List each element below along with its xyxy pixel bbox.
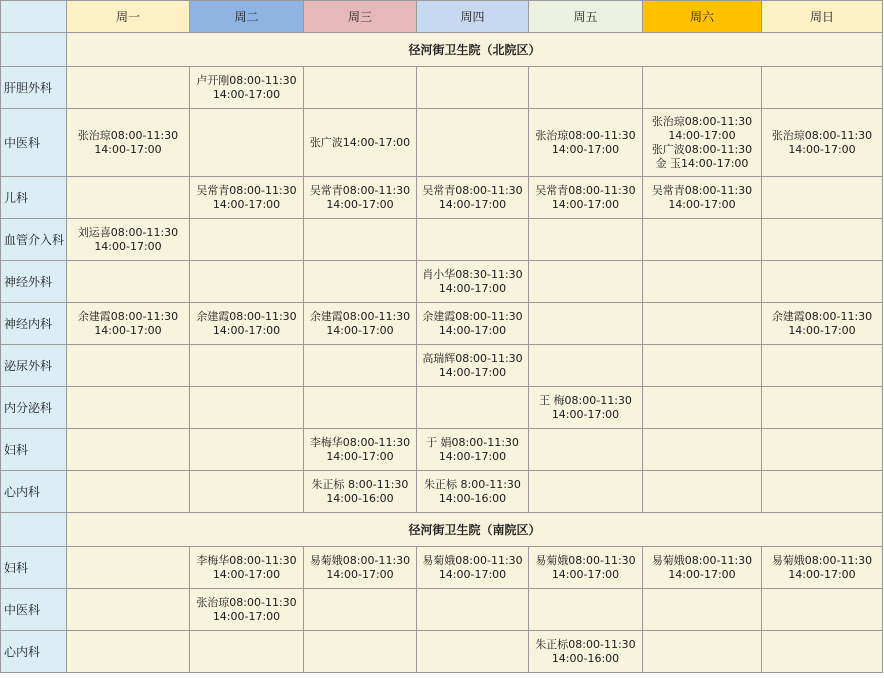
schedule-slot — [304, 261, 417, 303]
afternoon-shift: 14:00-17:00 — [212, 87, 281, 101]
doctor-morning-shift: 朱正标 8:00-11:30 — [424, 477, 521, 491]
afternoon-shift: 14:00-16:00 — [326, 491, 394, 505]
schedule-slot — [67, 219, 190, 261]
schedule-slot — [762, 547, 883, 589]
afternoon-shift: 14:00-17:00 — [326, 449, 394, 463]
afternoon-shift: 14:00-17:00 — [438, 449, 507, 463]
day-header: 周一 — [67, 1, 190, 33]
schedule-slot — [643, 387, 762, 429]
schedule-slot — [304, 547, 417, 589]
afternoon-shift: 金 玉14:00-17:00 — [655, 156, 749, 170]
afternoon-shift: 14:00-17:00 — [438, 281, 507, 295]
afternoon-shift: 14:00-17:00 — [668, 197, 736, 211]
schedule-slot — [190, 109, 304, 177]
schedule-slot — [529, 471, 643, 513]
afternoon-shift: 14:00-17:00 — [668, 128, 736, 142]
schedule-slot — [67, 345, 190, 387]
afternoon-shift: 14:00-17:00 — [551, 142, 620, 156]
afternoon-shift: 14:00-17:00 — [788, 142, 856, 156]
schedule-slot — [643, 177, 762, 219]
schedule-slot — [304, 67, 417, 109]
department-label: 血管介入科 — [1, 219, 67, 261]
afternoon-shift: 14:00-17:00 — [668, 567, 736, 581]
doctor-morning-shift: 李梅华08:00-11:30 — [196, 553, 297, 567]
doctor-morning-shift: 吴常青08:00-11:30 — [535, 183, 636, 197]
schedule-slot — [67, 429, 190, 471]
doctor-morning-shift: 易菊娥08:00-11:30 — [651, 553, 753, 567]
schedule-slot — [190, 429, 304, 471]
doctor-morning-shift: 张治琼08:00-11:30 — [196, 595, 297, 609]
afternoon-shift: 14:00-17:00 — [438, 323, 507, 337]
department-label: 心内科 — [1, 631, 67, 673]
schedule-slot — [417, 429, 529, 471]
doctor-morning-shift: 张治琼08:00-11:30 — [77, 128, 179, 142]
schedule-slot — [417, 471, 529, 513]
doctor-morning-shift: 吴常青08:00-11:30 — [422, 183, 523, 197]
department-label: 妇科 — [1, 429, 67, 471]
schedule-slot — [190, 67, 304, 109]
schedule-slot — [529, 547, 643, 589]
schedule-slot — [643, 109, 762, 177]
day-header: 周日 — [762, 1, 883, 33]
schedule-slot — [762, 67, 883, 109]
schedule-slot — [643, 261, 762, 303]
afternoon-shift: 14:00-17:00 — [212, 609, 281, 623]
schedule-slot — [643, 67, 762, 109]
doctor-morning-shift: 张广波08:00-11:30 — [651, 142, 753, 156]
day-header: 周四 — [417, 1, 529, 33]
day-header: 周六 — [643, 1, 762, 33]
schedule-slot — [417, 631, 529, 673]
schedule-slot — [417, 177, 529, 219]
doctor-morning-shift: 张治琼08:00-11:30 — [771, 128, 873, 142]
schedule-slot — [762, 429, 883, 471]
afternoon-shift: 14:00-17:00 — [212, 323, 281, 337]
department-label: 妇科 — [1, 547, 67, 589]
afternoon-shift: 14:00-17:00 — [788, 323, 856, 337]
schedule-slot — [67, 303, 190, 345]
doctor-morning-shift: 高瑞辉08:00-11:30 — [422, 351, 523, 365]
corner-cell — [1, 1, 67, 33]
schedule-slot — [762, 219, 883, 261]
schedule-slot — [417, 261, 529, 303]
schedule-slot — [190, 261, 304, 303]
schedule-slot — [190, 177, 304, 219]
doctor-morning-shift: 张治琼08:00-11:30 — [651, 114, 753, 128]
afternoon-shift: 14:00-17:00 — [788, 567, 856, 581]
schedule-slot — [417, 303, 529, 345]
doctor-morning-shift: 吴常青08:00-11:30 — [196, 183, 297, 197]
schedule-slot — [67, 631, 190, 673]
schedule-slot — [417, 547, 529, 589]
department-label: 肝胆外科 — [1, 67, 67, 109]
day-header: 周二 — [190, 1, 304, 33]
doctor-morning-shift: 张治琼08:00-11:30 — [535, 128, 636, 142]
schedule-slot — [529, 387, 643, 429]
doctor-morning-shift: 刘运喜08:00-11:30 — [77, 225, 179, 239]
schedule-slot — [190, 589, 304, 631]
schedule-slot — [643, 589, 762, 631]
schedule-slot — [529, 429, 643, 471]
doctor-morning-shift: 朱正标 8:00-11:30 — [311, 477, 409, 491]
schedule-slot — [304, 219, 417, 261]
schedule-slot — [643, 547, 762, 589]
afternoon-shift: 14:00-17:00 — [326, 323, 394, 337]
afternoon-shift: 14:00-17:00 — [94, 239, 162, 253]
day-header: 周五 — [529, 1, 643, 33]
department-label: 中医科 — [1, 589, 67, 631]
schedule-slot — [67, 109, 190, 177]
doctor-morning-shift: 余建霞08:00-11:30 — [77, 309, 179, 323]
afternoon-shift: 14:00-17:00 — [94, 142, 162, 156]
afternoon-shift: 14:00-16:00 — [438, 491, 507, 505]
doctor-morning-shift: 易菊娥08:00-11:30 — [535, 553, 636, 567]
doctor-morning-shift: 余建霞08:00-11:30 — [309, 309, 411, 323]
afternoon-shift: 14:00-17:00 — [212, 197, 281, 211]
schedule-slot — [417, 109, 529, 177]
schedule-slot — [529, 219, 643, 261]
schedule-slot — [304, 631, 417, 673]
schedule-slot — [417, 589, 529, 631]
schedule-slot — [762, 589, 883, 631]
section-spacer — [1, 33, 67, 67]
afternoon-shift: 14:00-17:00 — [94, 323, 162, 337]
schedule-slot — [304, 177, 417, 219]
doctor-morning-shift: 吴常青08:00-11:30 — [309, 183, 411, 197]
schedule-slot — [190, 387, 304, 429]
department-label: 神经内科 — [1, 303, 67, 345]
department-label: 神经外科 — [1, 261, 67, 303]
schedule-slot — [67, 177, 190, 219]
schedule-slot — [417, 67, 529, 109]
schedule-slot — [529, 67, 643, 109]
doctor-morning-shift: 余建霞08:00-11:30 — [422, 309, 523, 323]
day-header: 周三 — [304, 1, 417, 33]
schedule-slot — [417, 219, 529, 261]
schedule-slot — [762, 303, 883, 345]
doctor-morning-shift: 余建霞08:00-11:30 — [196, 309, 297, 323]
doctor-morning-shift: 张广波14:00-17:00 — [309, 135, 411, 149]
doctor-morning-shift: 余建霞08:00-11:30 — [771, 309, 873, 323]
schedule-slot — [762, 387, 883, 429]
schedule-slot — [304, 345, 417, 387]
schedule-slot — [762, 261, 883, 303]
afternoon-shift: 14:00-17:00 — [326, 567, 394, 581]
doctor-morning-shift: 易菊娥08:00-11:30 — [309, 553, 411, 567]
department-label: 心内科 — [1, 471, 67, 513]
doctor-morning-shift: 王 梅08:00-11:30 — [539, 393, 632, 407]
schedule-slot — [529, 261, 643, 303]
afternoon-shift: 14:00-17:00 — [326, 197, 394, 211]
afternoon-shift: 14:00-17:00 — [551, 197, 620, 211]
schedule-slot — [529, 631, 643, 673]
schedule-slot — [67, 589, 190, 631]
schedule-slot — [643, 631, 762, 673]
schedule-slot — [190, 471, 304, 513]
department-label: 内分泌科 — [1, 387, 67, 429]
schedule-slot — [643, 429, 762, 471]
schedule-slot — [190, 345, 304, 387]
afternoon-shift: 14:00-17:00 — [438, 197, 507, 211]
department-label: 泌尿外科 — [1, 345, 67, 387]
schedule-slot — [529, 589, 643, 631]
schedule-slot — [643, 219, 762, 261]
section-spacer — [1, 513, 67, 547]
schedule-slot — [417, 387, 529, 429]
doctor-morning-shift: 吴常青08:00-11:30 — [651, 183, 753, 197]
section-title: 径河街卫生院（南院区） — [67, 513, 883, 547]
doctor-morning-shift: 朱正标08:00-11:30 — [535, 637, 636, 651]
afternoon-shift: 14:00-17:00 — [551, 567, 620, 581]
schedule-slot — [304, 589, 417, 631]
schedule-slot — [190, 631, 304, 673]
schedule-slot — [762, 109, 883, 177]
schedule-slot — [762, 471, 883, 513]
schedule-slot — [529, 177, 643, 219]
schedule-slot — [67, 471, 190, 513]
schedule-slot — [762, 631, 883, 673]
doctor-morning-shift: 卢开刚08:00-11:30 — [196, 73, 297, 87]
doctor-morning-shift: 于 娟08:00-11:30 — [426, 435, 519, 449]
afternoon-shift: 14:00-17:00 — [438, 365, 507, 379]
schedule-slot — [304, 109, 417, 177]
doctor-morning-shift: 易菊娥08:00-11:30 — [771, 553, 873, 567]
department-label: 儿科 — [1, 177, 67, 219]
schedule-slot — [643, 345, 762, 387]
schedule-slot — [529, 109, 643, 177]
afternoon-shift: 14:00-17:00 — [551, 407, 620, 421]
doctor-morning-shift: 李梅华08:00-11:30 — [309, 435, 411, 449]
schedule-slot — [304, 387, 417, 429]
schedule-slot — [190, 547, 304, 589]
schedule-slot — [67, 387, 190, 429]
doctor-morning-shift: 易菊娥08:00-11:30 — [422, 553, 523, 567]
schedule-slot — [190, 219, 304, 261]
schedule-slot — [643, 303, 762, 345]
afternoon-shift: 14:00-17:00 — [438, 567, 507, 581]
schedule-slot — [529, 345, 643, 387]
schedule-slot — [643, 471, 762, 513]
section-title: 径河街卫生院（北院区） — [67, 33, 883, 67]
schedule-slot — [529, 303, 643, 345]
department-label: 中医科 — [1, 109, 67, 177]
schedule-slot — [304, 471, 417, 513]
schedule-slot — [67, 261, 190, 303]
afternoon-shift: 14:00-17:00 — [212, 567, 281, 581]
schedule-slot — [417, 345, 529, 387]
schedule-slot — [67, 67, 190, 109]
schedule-slot — [762, 345, 883, 387]
doctor-morning-shift: 肖小华08:30-11:30 — [422, 267, 523, 281]
schedule-slot — [762, 177, 883, 219]
schedule-slot — [304, 303, 417, 345]
schedule-slot — [190, 303, 304, 345]
afternoon-shift: 14:00-16:00 — [551, 651, 620, 665]
schedule-slot — [304, 429, 417, 471]
schedule-slot — [67, 547, 190, 589]
